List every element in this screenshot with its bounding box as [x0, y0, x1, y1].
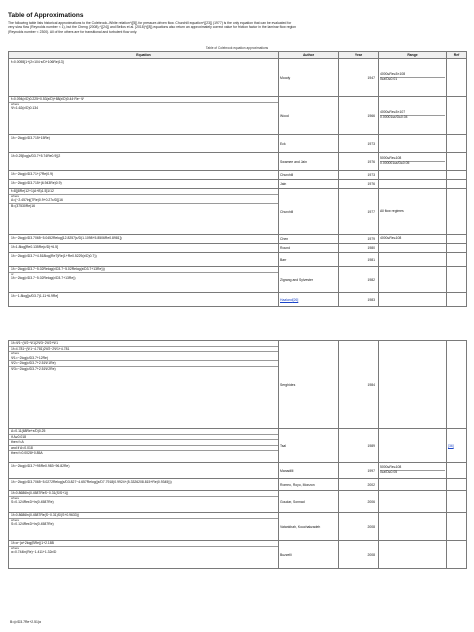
reference-link[interactable]: [36] [448, 443, 454, 448]
author-name[interactable]: Haaland [280, 297, 293, 302]
ref-cell [447, 153, 467, 171]
author-name: Goudar, Sonnad [280, 499, 305, 504]
author-cell [279, 180, 339, 189]
author-name: Tsal [280, 443, 287, 448]
range-line: 4000≤Re≤5×108 [380, 73, 445, 78]
author-cell [279, 463, 339, 479]
author-name: Barr [280, 257, 287, 262]
equation-line: 1f=−2log(ε/D3.7+95Re0.983−96.82Re) [11, 464, 70, 468]
equation-line: S=0.124ReεD+ln(0.4587Re) [11, 522, 54, 527]
header-equation: Equation [9, 52, 279, 59]
table-row [9, 135, 467, 153]
range-cell [379, 153, 447, 171]
range-cell [379, 235, 447, 244]
year-cell: 1977 [339, 189, 379, 235]
page-title: Table of Approximations [8, 12, 84, 19]
header-ref: Ref [447, 52, 467, 59]
equation-line: 1f=−2log(ε/D3.7−5.02Relog(ε/D3.7−5.02Relog(ε/D3.7+13Re))) [9, 267, 278, 273]
author-cell [279, 341, 339, 429]
author-cell [279, 513, 339, 541]
equation-cell [9, 189, 279, 235]
author-cell [279, 293, 339, 307]
equation-line: f=8[(8Re)12+1(A+B)1.5]1/12 [9, 189, 278, 195]
ref-cell [447, 135, 467, 153]
year-cell: 1979 [339, 235, 379, 244]
equation-line: where [11, 518, 20, 522]
equation-line: 1f=0.8686ln(0.4587ReS−0.31(S/S+1)) [9, 491, 278, 497]
equation-cell [9, 59, 279, 97]
year-cell: 1976 [339, 153, 379, 171]
table-row [9, 235, 467, 244]
year-cell: 2006 [339, 491, 379, 513]
year-cell: 1947 [339, 59, 379, 97]
range-cell [379, 135, 447, 153]
equation-line: then f=0.0028+0.85A [11, 451, 43, 455]
equation-cell [9, 171, 279, 180]
range-cell [379, 171, 447, 180]
equation-line: where [11, 352, 20, 355]
range-line: 0≤ε/D≤0.05 [380, 470, 398, 474]
equation-line: 1f=−2log(ε/D3.7065−5.0452Relog[12.8257(ε/D)1.1098+5.8506Re0.8981]) [11, 236, 122, 240]
range-cell [379, 267, 447, 293]
equation-line: Ψ2=−2log(ε/D3.7+2.51Ψ1Re) [9, 361, 278, 367]
equation-cell [9, 513, 279, 541]
ref-cell [447, 189, 467, 235]
author-cell [279, 253, 339, 267]
equation-cell [9, 491, 279, 513]
ref-cell [447, 253, 467, 267]
range-line: 5000≤Re≤108 [380, 157, 445, 162]
equation-line: f=0.094(ε/D)0.225+0.53(ε/D)+88(ε/D)0.44·Re−Ψ [9, 97, 278, 103]
equation-line: 1f=−2log(ε/D3.715+15Re) [11, 136, 50, 140]
author-name: Serghides [280, 382, 296, 387]
author-name: Swamee and Jain [280, 159, 307, 164]
ref-cell [447, 59, 467, 97]
year-cell: 2002 [339, 479, 379, 491]
range-cell [379, 341, 447, 429]
author-cell [279, 244, 339, 253]
equation-line: 1f=−1.8log[(ε/D3.7)1.11+6.9Re] [11, 294, 59, 298]
table-row [9, 171, 467, 180]
equation-line: 1f=0.25[log(ε/D3.7+5.74Re0.9)]2 [11, 154, 61, 158]
author-name: Romeo, Royo, Monzon [280, 482, 315, 487]
table-row [9, 341, 467, 429]
equation-cell [9, 153, 279, 171]
author-name: Vatankhah, Kouchakzadeh [280, 524, 321, 529]
equation-line: 1f=1.8log[Re0.135Re(ε/D)+6.5] [11, 245, 58, 249]
author-name: Round [280, 246, 290, 250]
author-cell [279, 171, 339, 180]
author-name: Buzzelli [280, 552, 292, 557]
range-cell [379, 479, 447, 491]
range-cell [379, 244, 447, 253]
ref-cell [447, 541, 467, 569]
author-cell [279, 189, 339, 235]
equation-line: 1f=Ψ1−(Ψ2−Ψ1)2Ψ3−2Ψ2+Ψ1 [9, 341, 278, 347]
range-line: 0.000001≤ε/D≤0.05 [380, 161, 410, 165]
equation-cell [9, 293, 279, 307]
equation-line: 1f=−2log(ε/D3.715+(6.943Re)0.9) [11, 181, 62, 185]
table-row [9, 153, 467, 171]
year-cell: 1981 [339, 253, 379, 267]
year-cell: 1984 [339, 341, 379, 429]
equation-line: where [11, 546, 20, 550]
equation-line: α=0.744ln(Re)−1.411+1.32ε/D [11, 550, 57, 555]
year-cell: 2008 [339, 541, 379, 569]
year-cell: 1966 [339, 97, 379, 135]
author-cell [279, 235, 339, 244]
ref-cell [447, 293, 467, 307]
equation-line: then f=A [9, 440, 278, 446]
range-cell [379, 541, 447, 569]
equation-line: 1f=4.781−(Ψ1−4.781)2Ψ2−2Ψ1+4.781 [9, 347, 278, 353]
author-cell [279, 59, 339, 97]
ref-cell [447, 97, 467, 135]
ref-cell [447, 267, 467, 293]
equation-cell [9, 479, 279, 491]
equation-line: 1f=0.8686ln(0.4587Re(S−0.31)S/(S+0.9633)) [9, 513, 278, 519]
equation-line: 1f=−2log(ε/D3.71+(7Re)0.9) [11, 172, 54, 176]
range-cell [379, 97, 447, 135]
approximations-table-part-1 [8, 51, 467, 307]
author-name: Churchill [280, 209, 294, 214]
table-row [9, 541, 467, 569]
equation-line: and if A<0.018 [9, 446, 278, 452]
year-cell: 1973 [339, 135, 379, 153]
range-cell [379, 429, 447, 463]
approximations-table-part-2 [8, 340, 467, 569]
range-line: 0.00001≤ε/D≤0.04 [380, 115, 408, 119]
table-row [9, 463, 467, 479]
equation-line: if A≥0.018 [9, 435, 278, 441]
range-line: 0≤ε/D≤0.01 [380, 77, 398, 81]
author-name: Zigrang and Sylvester [280, 277, 313, 282]
author-name: Churchill [280, 173, 294, 177]
range-cell [379, 253, 447, 267]
header-author: Author [279, 52, 339, 59]
ref-cell[interactable] [447, 429, 467, 463]
equation-cell [9, 429, 279, 463]
equation-line: f=0.0055[1+(2×104·ε/D+106Re)13] [11, 60, 64, 64]
range-cell [379, 491, 447, 513]
range-line: All flow regimes [380, 208, 404, 213]
range-cell [379, 513, 447, 541]
equation-cell [9, 253, 279, 267]
table-row [9, 513, 467, 541]
author-cell [279, 479, 339, 491]
year-cell: 2008 [339, 513, 379, 541]
range-cell [379, 189, 447, 235]
equation-cell [9, 244, 279, 253]
table-row [9, 479, 467, 491]
table-row [9, 429, 467, 463]
header-range: Range [379, 52, 447, 59]
author-citation-link[interactable]: [26] [292, 297, 299, 302]
equation-cell [9, 341, 279, 429]
range-line: 4000≤Re≤108 [380, 236, 402, 241]
table-row [9, 491, 467, 513]
author-cell [279, 135, 339, 153]
ref-cell [447, 513, 467, 541]
table-row [9, 189, 467, 235]
year-cell: 1997 [339, 463, 379, 479]
author-name: Manadilli [280, 468, 294, 473]
equation-line: S=0.124ReεD+ln(0.4587Re) [11, 500, 54, 505]
year-cell: 1989 [339, 429, 379, 463]
equation-line: or [11, 272, 14, 276]
equation-line: 1f=α−(α+2log(BRe))1+2.18B [9, 541, 278, 547]
table-row [9, 293, 467, 307]
author-cell [279, 429, 339, 463]
year-cell: 1980 [339, 244, 379, 253]
year-cell: 1973 [339, 171, 379, 180]
year-cell: 1976 [339, 180, 379, 189]
ref-cell [447, 463, 467, 479]
author-cell [279, 491, 339, 513]
ref-cell [447, 180, 467, 189]
equation-cell [9, 135, 279, 153]
equation-line: Ψ3=−2log(ε/D3.7+2.51Ψ2Re) [11, 366, 56, 371]
author-name: Chen [280, 237, 289, 241]
author-cell [279, 153, 339, 171]
range-line: 5000≤Re≤108 [380, 466, 445, 471]
year-cell: 1983 [339, 293, 379, 307]
range-line: 4000≤Re≤5×107 [380, 111, 445, 116]
range-cell [379, 59, 447, 97]
table-row [9, 180, 467, 189]
equation-line: Ψ=1.62(ε/D)0.134 [11, 106, 39, 111]
table-row [9, 244, 467, 253]
equation-line: A=0.11(68Re+ε/D)0.25 [9, 429, 278, 435]
equation-line: Ψ1=−2log(ε/D3.7+12Re) [9, 356, 278, 362]
author-name: Eck [280, 141, 286, 146]
equation-cell [9, 97, 279, 135]
trailing-equation-line: B=(ε/D3.7Re+2.51)α [10, 620, 41, 624]
equation-cell [9, 235, 279, 244]
equation-line: where [11, 194, 20, 198]
author-cell [279, 97, 339, 135]
equation-line: where [11, 102, 20, 106]
equation-cell [9, 541, 279, 569]
ref-cell [447, 491, 467, 513]
range-cell [379, 463, 447, 479]
equation-line: 1f=−2log(ε/D3.7−5.02Relog(ε/D3.7+13Re)) [11, 276, 76, 281]
equation-line: B=(37530Re)16 [11, 203, 36, 208]
author-name: Jain [280, 182, 287, 186]
ref-cell [447, 479, 467, 491]
equation-cell [9, 180, 279, 189]
range-cell [379, 293, 447, 307]
intro-paragraph: The following table lists historical approximations to the Colebrook–White relation^{[5]} for pressure-driven flow. Churchill equation^{[23]} (1977) is the only equation that can be evaluated for very slow flow (Reynolds number < 1), but the Cheng (2008),^{[24]} and Bellos et al. (2018)^{[8]} equations also return an approximately correct value for friction factor in the laminar flow region (Reynolds number < 2300). All of the others are for transitional and turbulent flow only. [8, 21, 297, 34]
ref-cell [447, 341, 467, 429]
equation-line: A={−2.457ln[(7Re)0.9+0.27ε/D]}16 [9, 198, 278, 204]
year-cell: 1982 [339, 267, 379, 293]
table-caption: Table of Colebrook equation approximations [205, 46, 269, 50]
ref-cell [447, 171, 467, 180]
author-cell [279, 267, 339, 293]
author-name: Wood [280, 113, 289, 118]
table-row [9, 59, 467, 97]
ref-cell [447, 244, 467, 253]
author-cell [279, 541, 339, 569]
ref-cell [447, 235, 467, 244]
equation-line: 1f=−2log(ε/D3.7+4.518log(Re7)Re(1+Re0.5229(ε/D)0.7)) [11, 254, 97, 258]
equation-line: where [11, 496, 20, 500]
header-year: Year [339, 52, 379, 59]
table-row [9, 267, 467, 293]
table-row [9, 253, 467, 267]
range-cell [379, 180, 447, 189]
table-header-row [9, 52, 467, 59]
equation-cell [9, 463, 279, 479]
equation-cell [9, 267, 279, 293]
equation-line: 1f=−2log(ε/D3.7065−5.0272Relog(ε/D3.827−4.657Relog((ε/D7.7918)0.9924+(5.3326208.815+Re)0.9345))) [11, 480, 172, 484]
table-row [9, 97, 467, 135]
author-name: Moody [280, 75, 291, 80]
